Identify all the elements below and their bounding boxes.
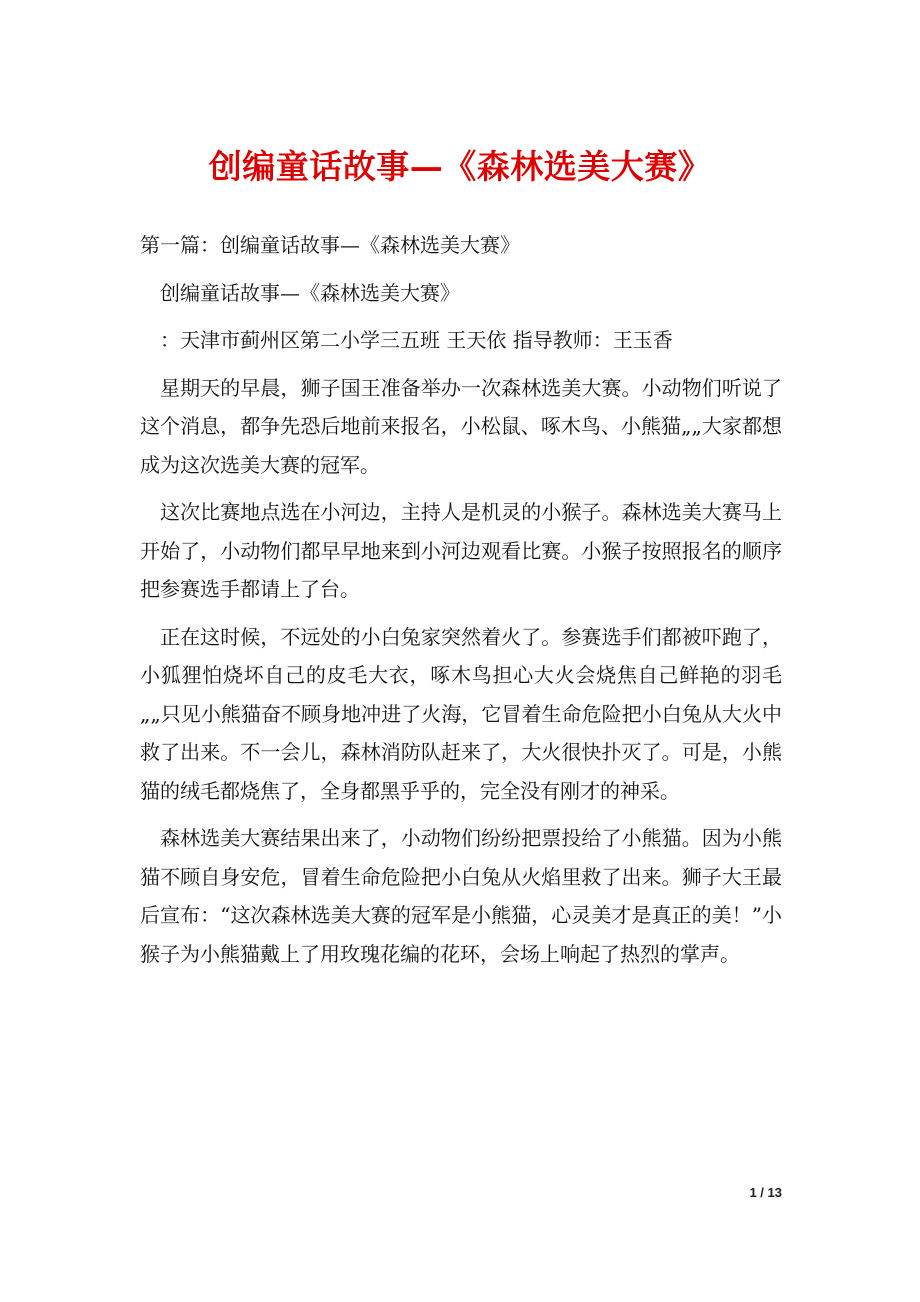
paragraph-3: 正在这时候，不远处的小白兔家突然着火了。参赛选手们都被吓跑了，小狐狸怕烧坏自己的皮毛大衣，啄木鸟担心大火会烧焦自己鲜艳的羽毛„„只见小熊猫奋不顾身地冲进了火海，它冒着生命危险把小白兔从大火中救了出来。不一会儿，森林消防队赶来了，大火很快扑灭了。可是，小熊猫的绒毛都烧焦了，全身都黑乎乎的，完全没有刚才的神采。 bbox=[140, 624, 782, 803]
document-body bbox=[140, 226, 782, 982]
paragraph-1: 星期天的早晨，狮子国王准备举办一次森林选美大赛。小动物们听说了这个消息，都争先恐后地前来报名，小松鼠、啄木鸟、小熊猫„„大家都想成为这次选美大赛的冠军。 bbox=[140, 375, 782, 477]
section-heading: 第一篇：创编童话故事—《森林选美大赛》 bbox=[140, 233, 520, 257]
paragraph-4: 森林选美大赛结果出来了，小动物们纷纷把票投给了小熊猫。因为小熊猫不顾自身安危，冒着生命危险把小白兔从火焰里救了出来。狮子大王最后宣布：“这次森林选美大赛的冠军是小熊猫，心灵美才是真正的美！”小猴子为小熊猫戴上了用玫瑰花编的花环，会场上响起了热烈的掌声。 bbox=[140, 826, 782, 966]
story-subtitle: 创编童话故事—《森林选美大赛》 bbox=[160, 280, 460, 305]
document-title: 创编童话故事—《森林选美大赛》 bbox=[208, 147, 712, 186]
author-line: ：天津市蓟州区第二小学三五班 王天依 指导教师：王玉香 bbox=[160, 328, 673, 352]
page-number: 1 / 13 bbox=[749, 1185, 782, 1200]
paragraph-2: 这次比赛地点选在小河边，主持人是机灵的小猴子。森林选美大赛马上开始了，小动物们都早早地来到小河边观看比赛。小猴子按照报名的顺序把参赛选手都请上了台。 bbox=[140, 500, 782, 601]
